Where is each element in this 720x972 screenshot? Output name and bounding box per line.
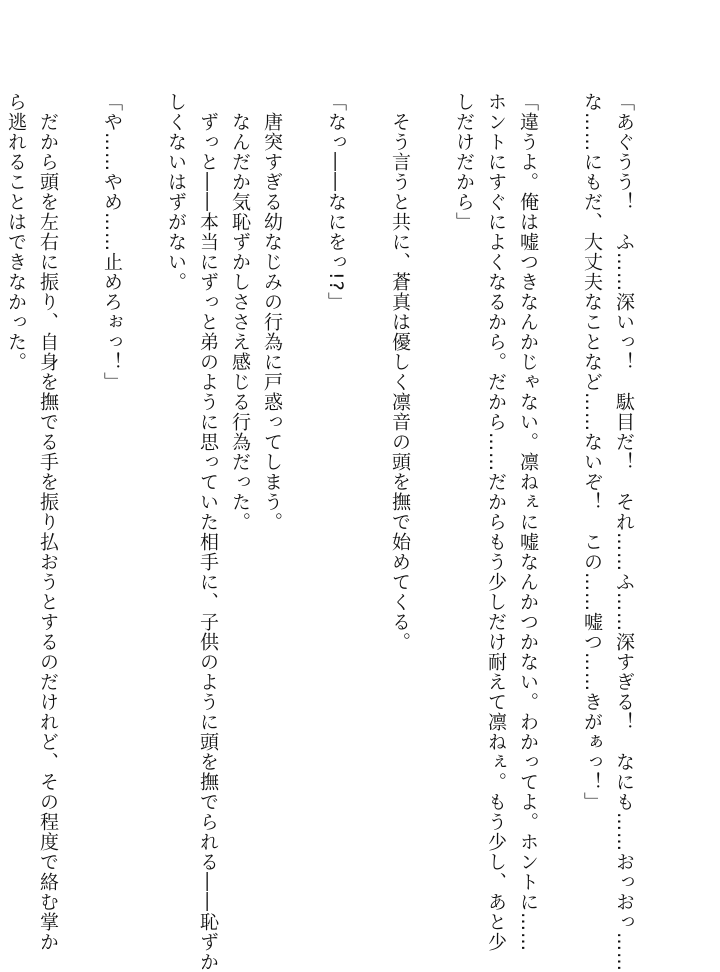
paragraph-gap [352,92,384,872]
text-line: だから頭を左右に振り、自身を撫でる手を振り払おうとするのだけれど、その程度で絡む掌か [37,92,59,952]
text-line: な……にもだ、大丈夫なことなど……ないぞ！ この……嘘つ……きがぁっ！」 [581,92,603,812]
paragraph-gap [128,92,160,872]
text-line: ホントにすぐによくなるから。だから……だからもう少しだけ耐えて凛ねぇ。もう少し、あと少 [485,92,507,952]
paragraph-gap [64,92,96,872]
text-line: 「違うよ。俺は嘘つきなんかじゃない。凛ねぇに嘘なんかつかない。わかってよ。ホントに…… [517,92,539,952]
paragraph-gap [416,92,448,872]
paragraph-gap [288,92,320,872]
text-line: 「なっ――なにをっ!?」 [325,92,347,312]
text-line: そう言うと共に、蒼真は優しく凛音の頭を撫で始めてくる。 [389,92,411,652]
paragraph-gap [544,92,576,872]
text-line: ずっと――本当にずっと弟のように思っていた相手に、子供のように頭を撫でられる――恥ずか [197,92,219,972]
vertical-text-block [0,92,640,972]
text-line: しくないはずがない。 [165,92,187,292]
text-line: ら逃れることはできなかった。 [5,92,27,372]
text-line: なんだか気恥ずかしささえ感じる行為だった。 [229,92,251,532]
text-line: 「あぐうう！ ふ……深いっ！ 駄目だ！ それ……ふ……深すぎる！ なにも……おっおっ…… [613,92,635,972]
text-line: しだけだから」 [453,92,475,232]
text-line: 唐突すぎる幼なじみの行為に戸惑ってしまう。 [261,92,283,532]
text-line: 「や……やめ……止めろぉっ！」 [101,92,123,392]
